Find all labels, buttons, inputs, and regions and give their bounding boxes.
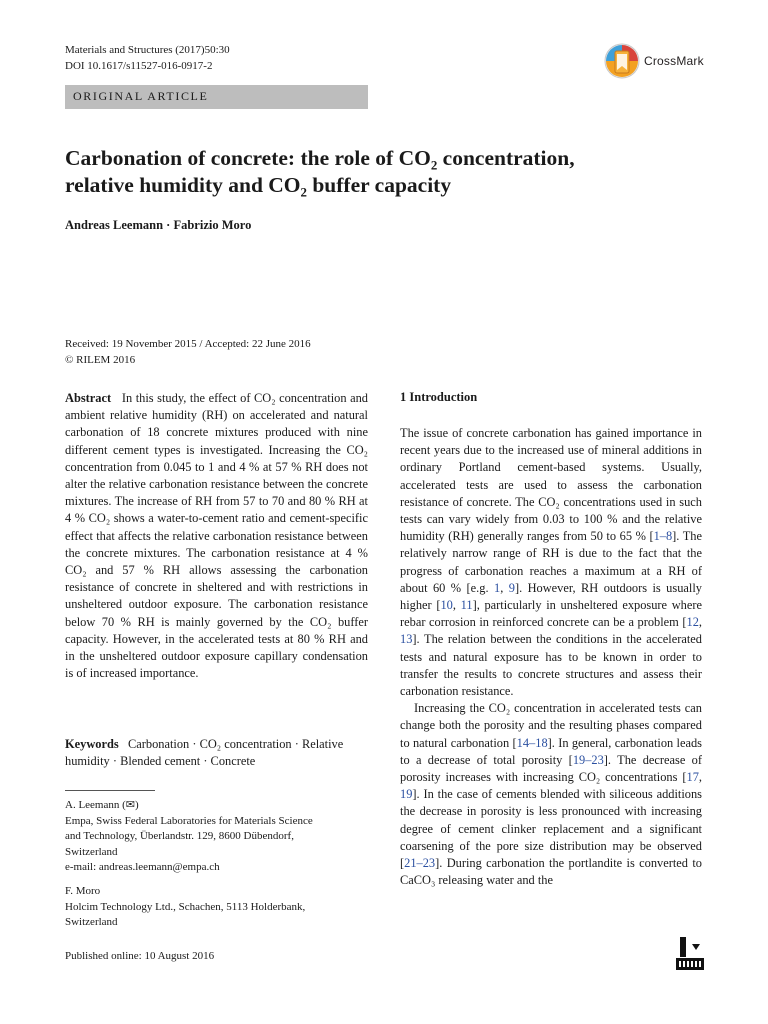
citation-link[interactable]: 11 xyxy=(460,598,473,613)
affil-name: A. Leemann (✉) xyxy=(65,799,139,811)
affil-line: Switzerland xyxy=(65,916,118,929)
article-type-label: ORIGINAL ARTICLE xyxy=(73,89,209,103)
citation-link[interactable]: 13 xyxy=(400,632,413,647)
author-list: Andreas Leemann · Fabrizio Moro xyxy=(65,218,252,232)
affiliation-moro xyxy=(65,884,368,931)
title-line-1: Carbonation of concrete: the role of CO₂ concentration, xyxy=(65,146,575,170)
crossmark-badge[interactable] xyxy=(604,42,724,80)
crossmark-logo-icon xyxy=(604,42,640,80)
citation-link[interactable]: 9 xyxy=(508,580,515,595)
rilem-logo xyxy=(676,936,704,970)
keywords-text: Carbonation · CO₂ concentration · Relative humidity · Blended cement · Concrete xyxy=(65,737,344,769)
title-line-2: relative humidity and CO₂ buffer capacity xyxy=(65,173,452,197)
affil-email[interactable]: e-mail: andreas.leemann@empa.ch xyxy=(65,861,220,874)
footnote-divider xyxy=(65,790,155,791)
introduction-body xyxy=(400,425,702,889)
affiliation-leemann xyxy=(65,798,368,876)
keywords xyxy=(65,736,368,770)
citation-link[interactable]: 12 xyxy=(686,615,699,630)
intro-paragraph-2: Increasing the CO₂ concentration in accelerated tests can change both the porosity and the resulting phases compared to natural carbonation [14–18]. In general, carbonation leads to a decrease of total porosity [19–23]. The decrease of porosity increases with increasing CO₂ concentrations [17, 19]. In the case of cements blended with siliceous additions the decrease in porosity is less pronounced with increasing degree of cement clinker replacement and a significant coarsening of the pore size distribution may be observed [21–23]. During carbonation the portlandite is converted to CaCO₃ releasing water and the xyxy=(400,701,703,888)
citation-link[interactable]: 19 xyxy=(400,787,413,802)
citation-link[interactable]: 10 xyxy=(440,598,453,613)
article-type-banner xyxy=(65,85,368,109)
copyright: © RILEM 2016 xyxy=(65,354,136,366)
affil-line: Empa, Swiss Federal Laboratories for Materials Science xyxy=(65,814,313,827)
affil-line: Switzerland xyxy=(65,845,118,858)
abstract-text: In this study, the effect of CO₂ concentration and ambient relative humidity (RH) on accelerated and natural carbonation of 18 concrete mixtures produced with nine different cement types is investigated. Increasing the CO₂ concentration from 0.045 to 1 and 4 % at 57 % RH does not alter the relative carbonation resistance between the concrete mixtures. The increase of RH from 57 to 70 and 80 % RH at 4 % CO₂ shows a water-to-cement ratio and cement-specific effect that affects the relative carbonation resistance between the concrete mixtures. The carbonation resistance at 4 % CO₂ and 57 % RH allows assessing the carbonation resistance of concrete in sheltered and with restrictions in unsheltered outdoor exposure. The carbonation resistance below 70 % RH is mainly governed by the CO₂ buffer capacity. However, in the accelerated tests at 80 % RH and in the unsheltered outdoor exposure capillary condensation is of increased importance. xyxy=(65,391,368,681)
citation-link[interactable]: 1 xyxy=(494,580,501,595)
doi[interactable]: DOI 10.1617/s11527-016-0917-2 xyxy=(65,60,213,72)
affil-name: F. Moro xyxy=(65,885,101,897)
affil-line: Holcim Technology Ltd., Schachen, 5113 Holderbank, xyxy=(65,900,306,913)
received-accepted: Received: 19 November 2015 / Accepted: 22 June 2016 xyxy=(65,338,311,350)
rilem-logo-icon xyxy=(676,936,704,970)
citation-link[interactable]: 19–23 xyxy=(572,752,604,767)
journal-citation: Materials and Structures (2017)50:30 xyxy=(65,44,230,56)
intro-paragraph-1: The issue of concrete carbonation has gained importance in recent years due to the increased use of mineral additions in ordinary Portland cement-based systems. Usually, accelerated tests are used to assess the carbonation resistance of concrete. The CO₂ concentrations used in such tests can vary widely from 0.03 to 100 % and the relative humidity (RH) generally ranges from 50 to 65 % [1–8]. The relatively narrow range of RH is due to the fact that the progress of carbonation reaches a maximum at a RH of about 60 % [e.g. 1, 9]. However, RH outdoors is usually higher [10, 11], particularly in unsheltered exposure where rebar corrosion in reinforced concrete can be a problem [12, 13]. The relation between the conditions in the accelerated tests and natural exposure has to be known in order to transfer the results to concrete structures and assess their carbonation resistance. xyxy=(400,426,702,699)
section-heading-introduction: 1 Introduction xyxy=(400,390,478,404)
citation-link[interactable]: 14–18 xyxy=(516,735,548,750)
article-title xyxy=(65,145,725,199)
citation-link[interactable]: 17 xyxy=(686,770,699,785)
crossmark-label: CrossMark xyxy=(644,54,704,68)
citation-link[interactable]: 21–23 xyxy=(404,856,436,871)
abstract-heading: Abstract xyxy=(65,391,112,405)
keywords-heading: Keywords xyxy=(65,737,119,751)
publication-dates xyxy=(65,336,311,368)
published-online: Published online: 10 August 2016 xyxy=(65,950,215,962)
abstract xyxy=(65,390,368,682)
affil-line: and Technology, Überlandstr. 129, 8600 Dübendorf, xyxy=(65,830,294,843)
citation-link[interactable]: 1–8 xyxy=(653,529,673,544)
journal-header xyxy=(65,42,230,74)
